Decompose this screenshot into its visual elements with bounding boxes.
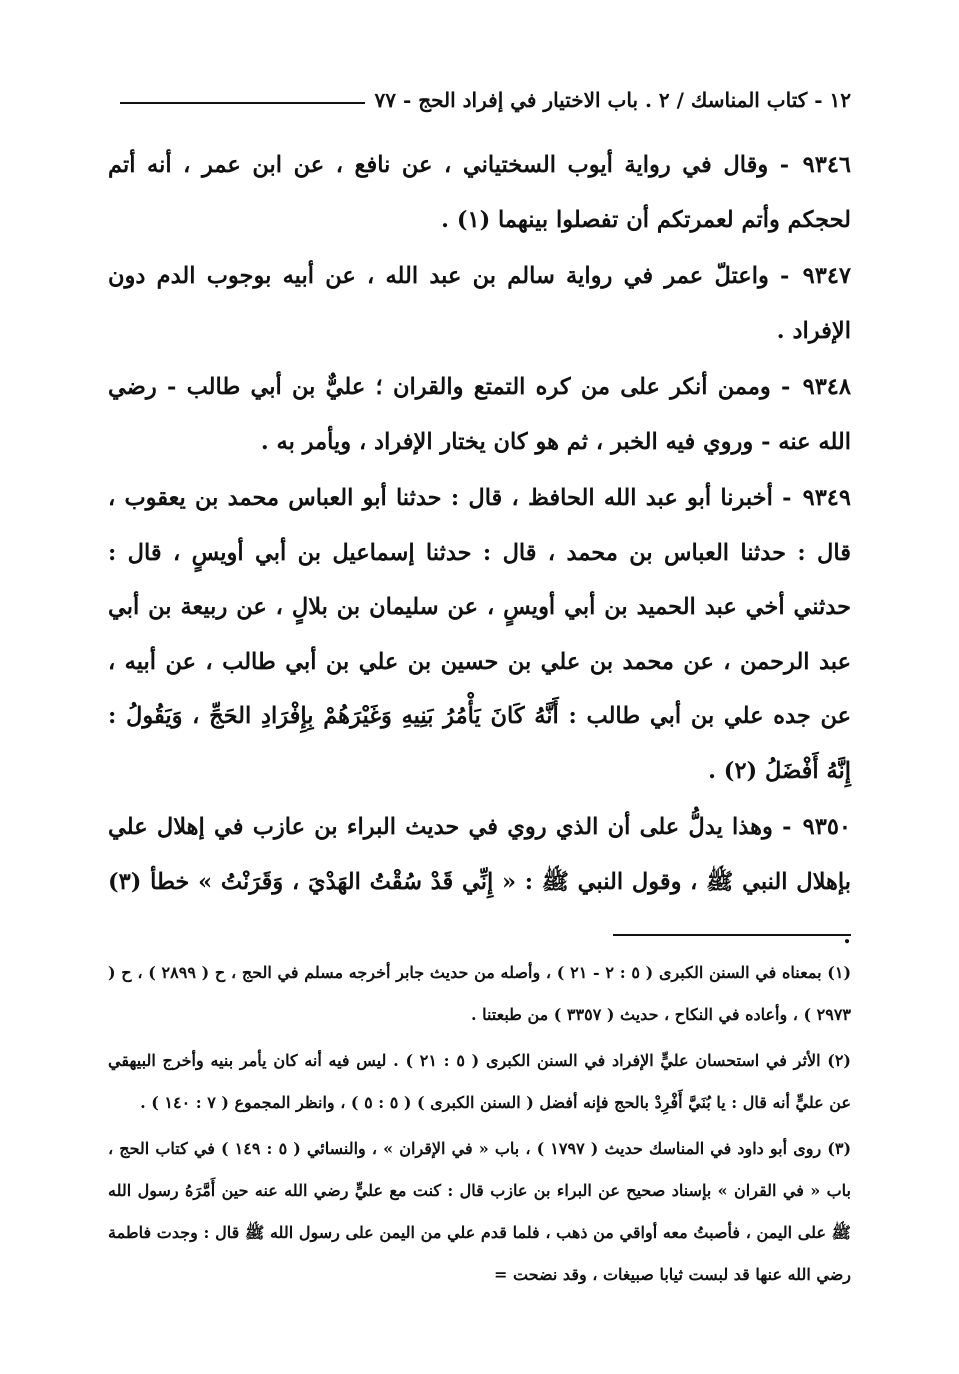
paragraph-number: ٩٣٥٠ <box>802 814 851 840</box>
paragraph-text: - أخبرنا أبو عبد الله الحافظ ، قال : حدثنا أبو العباس محمد بن يعقوب ، قال : حدثنا العباس بن محمد ، قال : حدثنا إسماعيل بن أبي أويسٍ ، قال : حدثني أخي عبد الحميد بن أبي أويسٍ ، عن سليمان بن بلالٍ ، عن ربيعة بن أبي عبد الرحمن ، عن محمد بن علي بن حسين بن علي بن أبي طالب ، عن أبيه ، عن جده علي بن أبي طالب : أَنَّهُ كَانَ يَأْمُرُ بَنِيهِ وَغَيْرَهُمْ بِإِفْرَادِ الحَجِّ ، وَيَقُولُ : إِنَّهُ أَفْضَلُ (٢) . <box>108 485 851 784</box>
paragraph-text: - وقال في رواية أيوب السختياني ، عن نافع ، عن ابن عمر ، أنه أتم لحجكم وأتم لعمرتكم أن تفصلوا بينهما (١) . <box>108 152 851 233</box>
header-rule <box>120 102 365 104</box>
running-title: ١٢ - كتاب المناسك / ٢ . باب الاختيار في إفراد الحج - ٧٧ <box>374 88 851 112</box>
paragraph-9349 <box>108 471 851 798</box>
paragraph-number: ٩٣٤٦ <box>802 152 851 178</box>
paragraph-9347 <box>108 249 851 358</box>
paragraph-text: - وهذا يدلُّ على أن الذي روي في حديث البراء بن عازب في إهلال علي بإهلال النبي ﷺ ، وقول النبي ﷺ : « إِنِّي قَدْ سُقْتُ الهَدْيَ ، وَقَرَنْتُ » خطأ (٣) . <box>108 814 851 949</box>
footnote-2: (٢) الأثر في استحسان عليٍّ الإفراد في السنن الكبرى ( ٥ : ٢١ ) . ليس فيه أنه كان يأمر بنيه وأخرج البيهقي عن عليٍّ أنه قال : يا بُنَيَّ أَفْرِدْ بالحج فإنه أفضل ( السنن الكبرى ) ( ٥ : ٥ ) ، وانظر المجموع ( ٧ : ١٤٠ ) . <box>108 1051 851 1112</box>
paragraph-text: - واعتلّ عمر في رواية سالم بن عبد الله ، عن أبيه بوجوب الدم دون الإفراد . <box>108 263 851 344</box>
paragraph-number: ٩٣٤٨ <box>802 374 851 400</box>
main-text <box>108 138 851 966</box>
paragraph-9350 <box>108 800 851 964</box>
paragraph-9348 <box>108 360 851 469</box>
paragraph-number: ٩٣٤٩ <box>802 485 851 511</box>
running-header <box>120 82 851 118</box>
footnotes <box>108 952 851 1300</box>
footnote-3: (٣) روى أبو داود في المناسك حديث ( ١٧٩٧ ) ، باب « في الإقران » ، والنسائي ( ٥ : ١٤٩ ) في كتاب الحج ، باب « في القران » بإسناد صحيح عن البراء بن عازب قال : كنت مع عليٍّ رضي الله عنه حين أَمَّرَهُ رسول الله ﷺ على اليمن ، فأصبتُ معه أواقي من ذهب ، فلما قدم علي من اليمن على رسول الله ﷺ قال : وجدت فاطمة رضي الله عنها قد لبست ثيابا صبيغات ، وقد نضحت = <box>108 1139 852 1284</box>
paragraph-text: - وممن أنكر على من كره التمتع والقران ؛ عليٌّ بن أبي طالب - رضي الله عنه - وروي فيه الخبر ، ثم هو كان يختار الإفراد ، ويأمر به . <box>108 374 851 455</box>
footnote-1: (١) بمعناه في السنن الكبرى ( ٥ : ٢ - ٢١ ) ، وأصله من حديث جابر أخرجه مسلم في الحج ، ح ( ٢٨٩٩ ) ، ح ( ٢٩٧٣ ) ، وأعاده في النكاح ، حديث ( ٣٣٥٧ ) من طبعتنا . <box>108 963 852 1024</box>
paragraph-number: ٩٣٤٧ <box>802 263 851 289</box>
paragraph-9346 <box>108 138 851 247</box>
footnote-separator <box>613 934 851 936</box>
